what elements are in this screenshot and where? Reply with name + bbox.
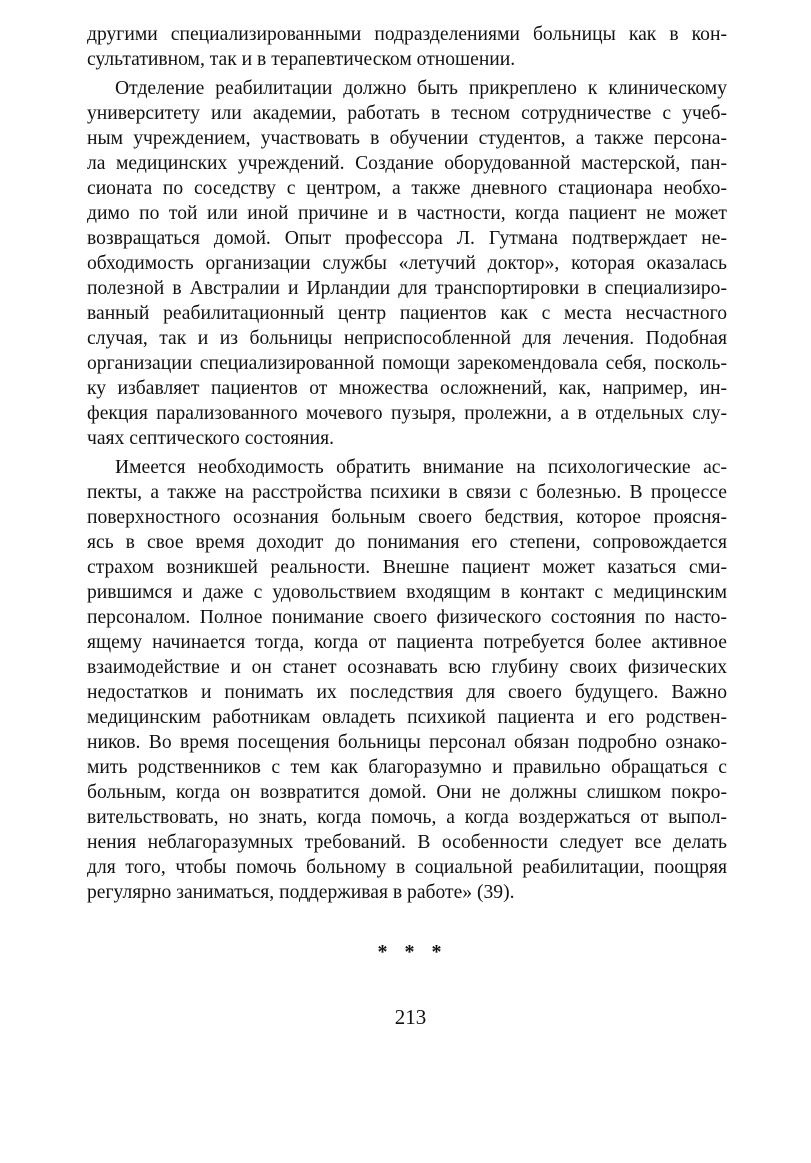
page-number: 213 xyxy=(394,1005,427,1029)
text-line: Отделение реабилитации должно быть прикреплено к клиническому xyxy=(115,78,727,99)
text-line: университету или академии, работать в тесном сотрудничестве с учеб- xyxy=(87,103,727,124)
text-line: пекты, а также на расстройства психики в связи с болезнью. В процессе xyxy=(87,482,727,503)
text-line: случая, так и из больницы неприспособленной для лечения. Подобная xyxy=(87,328,727,349)
text-line: нения неблагоразумных требований. В особенности следует все делать xyxy=(87,832,727,853)
text-line: для того, чтобы помочь больному в социальной реабилитации, поощряя xyxy=(87,857,727,878)
text-line: фекция парализованного мочевого пузыря, пролежни, а в отдельных слу- xyxy=(87,403,727,424)
text-line: персоналом. Полное понимание своего физического состояния по насто- xyxy=(87,607,727,628)
text-line: ным учреждением, участвовать в обучении студентов, а также персона- xyxy=(87,128,727,149)
text-line: ящему начинается тогда, когда от пациента потребуется более активное xyxy=(87,632,727,653)
text-line: сионата по соседству с центром, а также дневного стационара необхо- xyxy=(87,178,727,199)
text-line: димо по той или иной причине и в частности, когда пациент не может xyxy=(87,203,727,224)
text-line: обходимость организации службы «летучий доктор», которая оказалась xyxy=(87,253,727,274)
text-line: мить родственников с тем как благоразумно и правильно обращаться с xyxy=(87,757,727,778)
text-line: ников. Во время посещения больницы персонал обязан подробно ознако- xyxy=(87,732,727,753)
paragraph xyxy=(87,76,727,451)
text-line: недостатков и понимать их последствия для своего будущего. Важно xyxy=(87,682,727,703)
text-line: ла медицинских учреждений. Создание оборудованной мастерской, пан- xyxy=(87,153,727,174)
paragraph xyxy=(87,455,727,905)
text-line: полезной в Австралии и Ирландии для транспортировки в специализиро- xyxy=(87,278,727,299)
text-line: ясь в свое время доходит до понимания его степени, сопровождается xyxy=(87,532,727,553)
text-line: регулярно заниматься, поддерживая в работе» (39). xyxy=(87,882,515,903)
text-line: медицинским работникам овладеть психикой пациента и его родствен- xyxy=(87,707,727,728)
text-line: сультативном, так и в терапевтическом отношении. xyxy=(87,49,516,70)
section-separator: * * * xyxy=(377,941,448,963)
paragraph xyxy=(87,22,727,72)
text-line: вительствовать, но знать, когда помочь, а когда воздержаться от выпол- xyxy=(87,807,727,828)
text-line: чаях септического состояния. xyxy=(87,428,335,449)
text-line: поверхностного осознания больным своего бедствия, которое проясня- xyxy=(87,507,727,528)
text-line: больным, когда он возвратится домой. Они не должны слишком покро- xyxy=(87,782,727,803)
text-line: ку избавляет пациентов от множества осложнений, как, например, ин- xyxy=(87,378,727,399)
text-line: взаимодействие и он станет осознавать всю глубину своих физических xyxy=(87,657,727,678)
text-line: возвращаться домой. Опыт профессора Л. Гутмана подтверждает не- xyxy=(87,228,727,249)
text-line: организации специализированной помощи зарекомендовала себя, посколь- xyxy=(87,353,727,374)
text-line: другими специализированными подразделениями больницы как в кон- xyxy=(87,24,727,45)
page-body xyxy=(87,22,727,905)
text-line: Имеется необходимость обратить внимание на психологические ас- xyxy=(115,457,727,478)
text-line: ванный реабилитационный центр пациентов как с места несчастного xyxy=(87,303,727,324)
text-line: страхом возникшей реальности. Внешне пациент может казаться сми- xyxy=(87,557,727,578)
text-line: рившимся и даже с удовольствием входящим в контакт с медицинским xyxy=(87,582,727,603)
